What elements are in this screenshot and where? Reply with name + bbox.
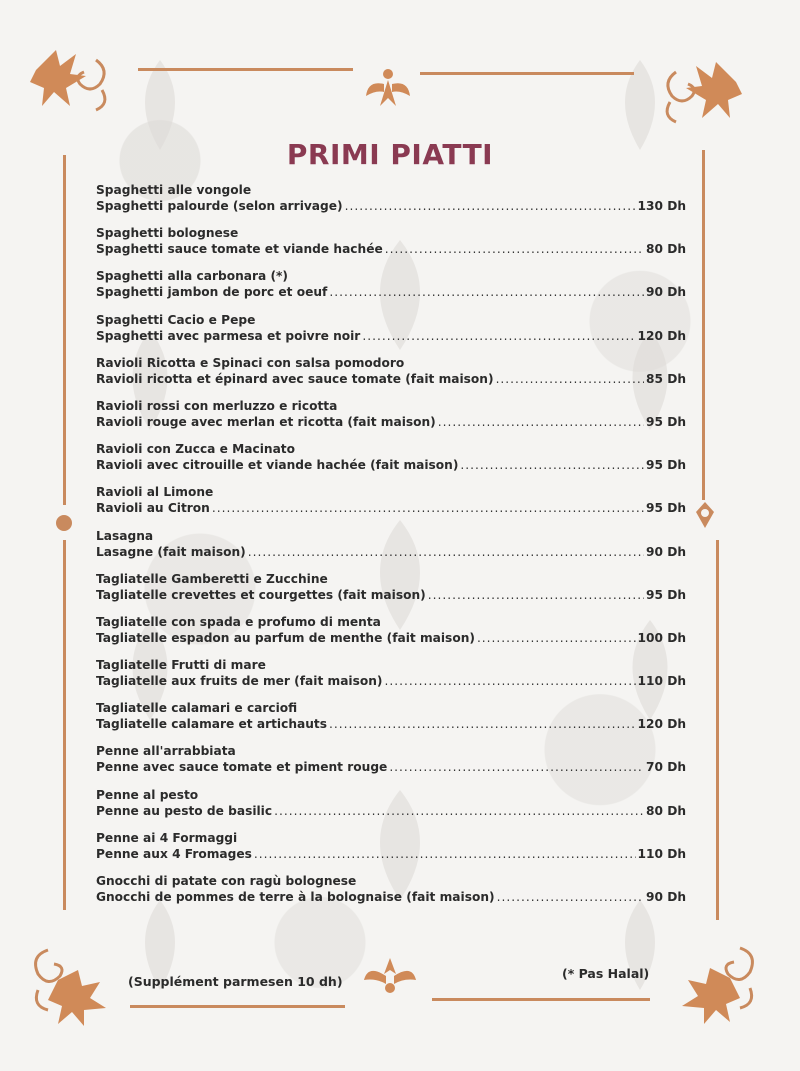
menu-item — [96, 225, 686, 268]
menu-item — [96, 700, 686, 743]
dot-leader — [329, 284, 644, 300]
top-left-corner-ornament — [26, 40, 116, 120]
dot-leader — [212, 500, 644, 516]
dish-line-french — [96, 889, 686, 905]
dot-leader — [428, 587, 644, 603]
dish-name-italian: Penne ai 4 Formaggi — [96, 830, 238, 845]
dish-name-french: Tagliatelle espadon au parfum de menthe (fait maison) — [96, 630, 475, 645]
dish-name-italian: Penne all'arrabbiata — [96, 744, 236, 759]
dish-line-french — [96, 457, 686, 473]
dish-name-italian: Tagliatelle Gamberetti e Zucchine — [96, 571, 328, 586]
dish-name-french: Penne avec sauce tomate et piment rouge — [96, 760, 388, 775]
dot-leader — [254, 846, 636, 862]
dish-price: 90 Dh — [646, 890, 686, 904]
dish-line-french — [96, 371, 686, 387]
top-right-rule — [420, 72, 634, 75]
dish-price: 95 Dh — [646, 587, 686, 602]
dot-leader — [389, 759, 644, 775]
supplement-note: (Supplément parmesen 10 dh) — [128, 974, 343, 989]
dish-name-italian: Spaghetti alle vongole — [96, 183, 252, 197]
top-center-flower-ornament — [362, 66, 414, 110]
left-upper-rule — [63, 155, 66, 505]
dish-name-italian: Ravioli con Zucca e Macinato — [96, 442, 296, 457]
dish-name-french: Ravioli avec citrouille et viande hachée (fait maison) — [96, 458, 459, 473]
dish-line-french — [96, 500, 686, 516]
page-title: PRIMI PIATTI — [286, 138, 494, 171]
dish-name-french: Spaghetti palourde (selon arrivage) — [96, 199, 343, 213]
menu-item — [96, 182, 686, 225]
menu-item — [96, 355, 686, 398]
dish-name-french: Penne aux 4 Fromages — [96, 846, 252, 861]
dish-name-french: Spaghetti jambon de porc et oeuf — [96, 285, 328, 300]
dish-name-italian: Ravioli Ricotta e Spinaci con salsa pomodoro — [96, 355, 405, 370]
menu-item — [96, 441, 686, 484]
menu-item — [96, 484, 686, 527]
menu-list — [96, 182, 686, 916]
dot-leader — [329, 716, 636, 732]
menu-item — [96, 743, 686, 786]
dish-line-french — [96, 198, 686, 214]
dot-leader — [385, 673, 636, 689]
dot-leader — [497, 889, 644, 905]
menu-item — [96, 614, 686, 657]
menu-item — [96, 312, 686, 355]
bottom-left-corner-ornament — [18, 930, 118, 1030]
dish-name-french: Spaghetti sauce tomate et viande hachée — [96, 242, 383, 257]
dot-leader — [362, 328, 635, 344]
menu-item — [96, 873, 686, 916]
dish-name-french: Tagliatelle aux fruits de mer (fait maison) — [96, 674, 383, 689]
dish-price: 95 Dh — [646, 414, 686, 429]
right-rule-diamond-ornament — [694, 500, 716, 530]
right-upper-rule — [702, 150, 705, 500]
dish-name-italian: Spaghetti bolognese — [96, 226, 239, 241]
dish-name-french: Ravioli au Citron — [96, 501, 210, 516]
dish-line-french — [96, 630, 686, 646]
menu-item — [96, 398, 686, 441]
dish-name-italian: Ravioli rossi con merluzzo e ricotta — [96, 398, 338, 413]
dot-leader — [438, 414, 644, 430]
dish-name-italian: Penne al pesto — [96, 787, 199, 802]
bottom-right-rule — [432, 998, 650, 1001]
dish-line-french — [96, 587, 686, 603]
dish-line-french — [96, 284, 686, 300]
dot-leader — [477, 630, 636, 646]
dish-name-french: Penne au pesto de basilic — [96, 803, 273, 818]
dish-price: 100 Dh — [637, 630, 686, 645]
dish-line-french — [96, 241, 686, 257]
menu-item — [96, 657, 686, 700]
dish-price: 80 Dh — [646, 803, 686, 818]
dish-name-italian: Lasagna — [96, 528, 154, 543]
top-left-rule — [138, 68, 353, 71]
dish-name-french: Lasagne (fait maison) — [96, 544, 246, 559]
halal-note: (* Pas Halal) — [562, 966, 650, 981]
dot-leader — [496, 371, 644, 387]
menu-item — [96, 787, 686, 830]
dish-name-italian: Gnocchi di patate con ragù bolognese — [96, 874, 357, 888]
dish-name-french: Ravioli rouge avec merlan et ricotta (fait maison) — [96, 414, 436, 429]
dish-name-french: Tagliatelle crevettes et courgettes (fait maison) — [96, 587, 426, 602]
dot-leader — [460, 457, 644, 473]
dish-line-french — [96, 328, 686, 344]
dish-line-french — [96, 846, 686, 862]
dish-price: 130 Dh — [637, 199, 686, 213]
dish-price: 110 Dh — [637, 674, 686, 689]
dot-leader — [248, 544, 644, 560]
dish-price: 90 Dh — [646, 544, 686, 559]
dish-line-french — [96, 673, 686, 689]
bottom-left-rule — [130, 1005, 345, 1008]
dish-line-french — [96, 716, 686, 732]
menu-item — [96, 571, 686, 614]
dish-price: 85 Dh — [646, 371, 686, 386]
dish-name-italian: Spaghetti alla carbonara (*) — [96, 269, 288, 284]
dish-price: 90 Dh — [646, 285, 686, 300]
dish-line-french — [96, 803, 686, 819]
dish-name-italian: Tagliatelle con spada e profumo di menta — [96, 614, 381, 629]
dot-leader — [345, 198, 636, 214]
dish-name-french: Tagliatelle calamare et artichauts — [96, 717, 327, 732]
menu-item — [96, 268, 686, 311]
top-right-corner-ornament — [656, 52, 746, 132]
dish-price: 95 Dh — [646, 458, 686, 473]
dish-name-french: Ravioli ricotta et épinard avec sauce tomate (fait maison) — [96, 371, 494, 386]
dish-price: 70 Dh — [646, 760, 686, 775]
left-lower-rule — [63, 540, 66, 910]
dot-leader — [385, 241, 644, 257]
dish-name-italian: Tagliatelle Frutti di mare — [96, 658, 266, 673]
dish-name-french: Gnocchi de pommes de terre à la bolognaise (fait maison) — [96, 890, 495, 904]
menu-item — [96, 528, 686, 571]
dish-name-italian: Spaghetti Cacio e Pepe — [96, 312, 256, 327]
dish-line-french — [96, 414, 686, 430]
dish-price: 110 Dh — [637, 846, 686, 861]
dish-name-french: Spaghetti avec parmesa et poivre noir — [96, 328, 361, 343]
menu-item — [96, 830, 686, 873]
dish-price: 95 Dh — [646, 501, 686, 516]
bottom-right-corner-ornament — [670, 928, 770, 1028]
bottom-center-flower-ornament — [362, 954, 418, 998]
dish-price: 80 Dh — [646, 242, 686, 257]
left-rule-knob — [56, 515, 72, 531]
dish-line-french — [96, 759, 686, 775]
dot-leader — [274, 803, 644, 819]
dish-price: 120 Dh — [637, 717, 686, 732]
dish-line-french — [96, 544, 686, 560]
right-lower-rule — [716, 540, 719, 920]
dish-name-italian: Tagliatelle calamari e carciofi — [96, 701, 298, 716]
dish-name-italian: Ravioli al Limone — [96, 485, 214, 500]
dish-price: 120 Dh — [637, 328, 686, 343]
